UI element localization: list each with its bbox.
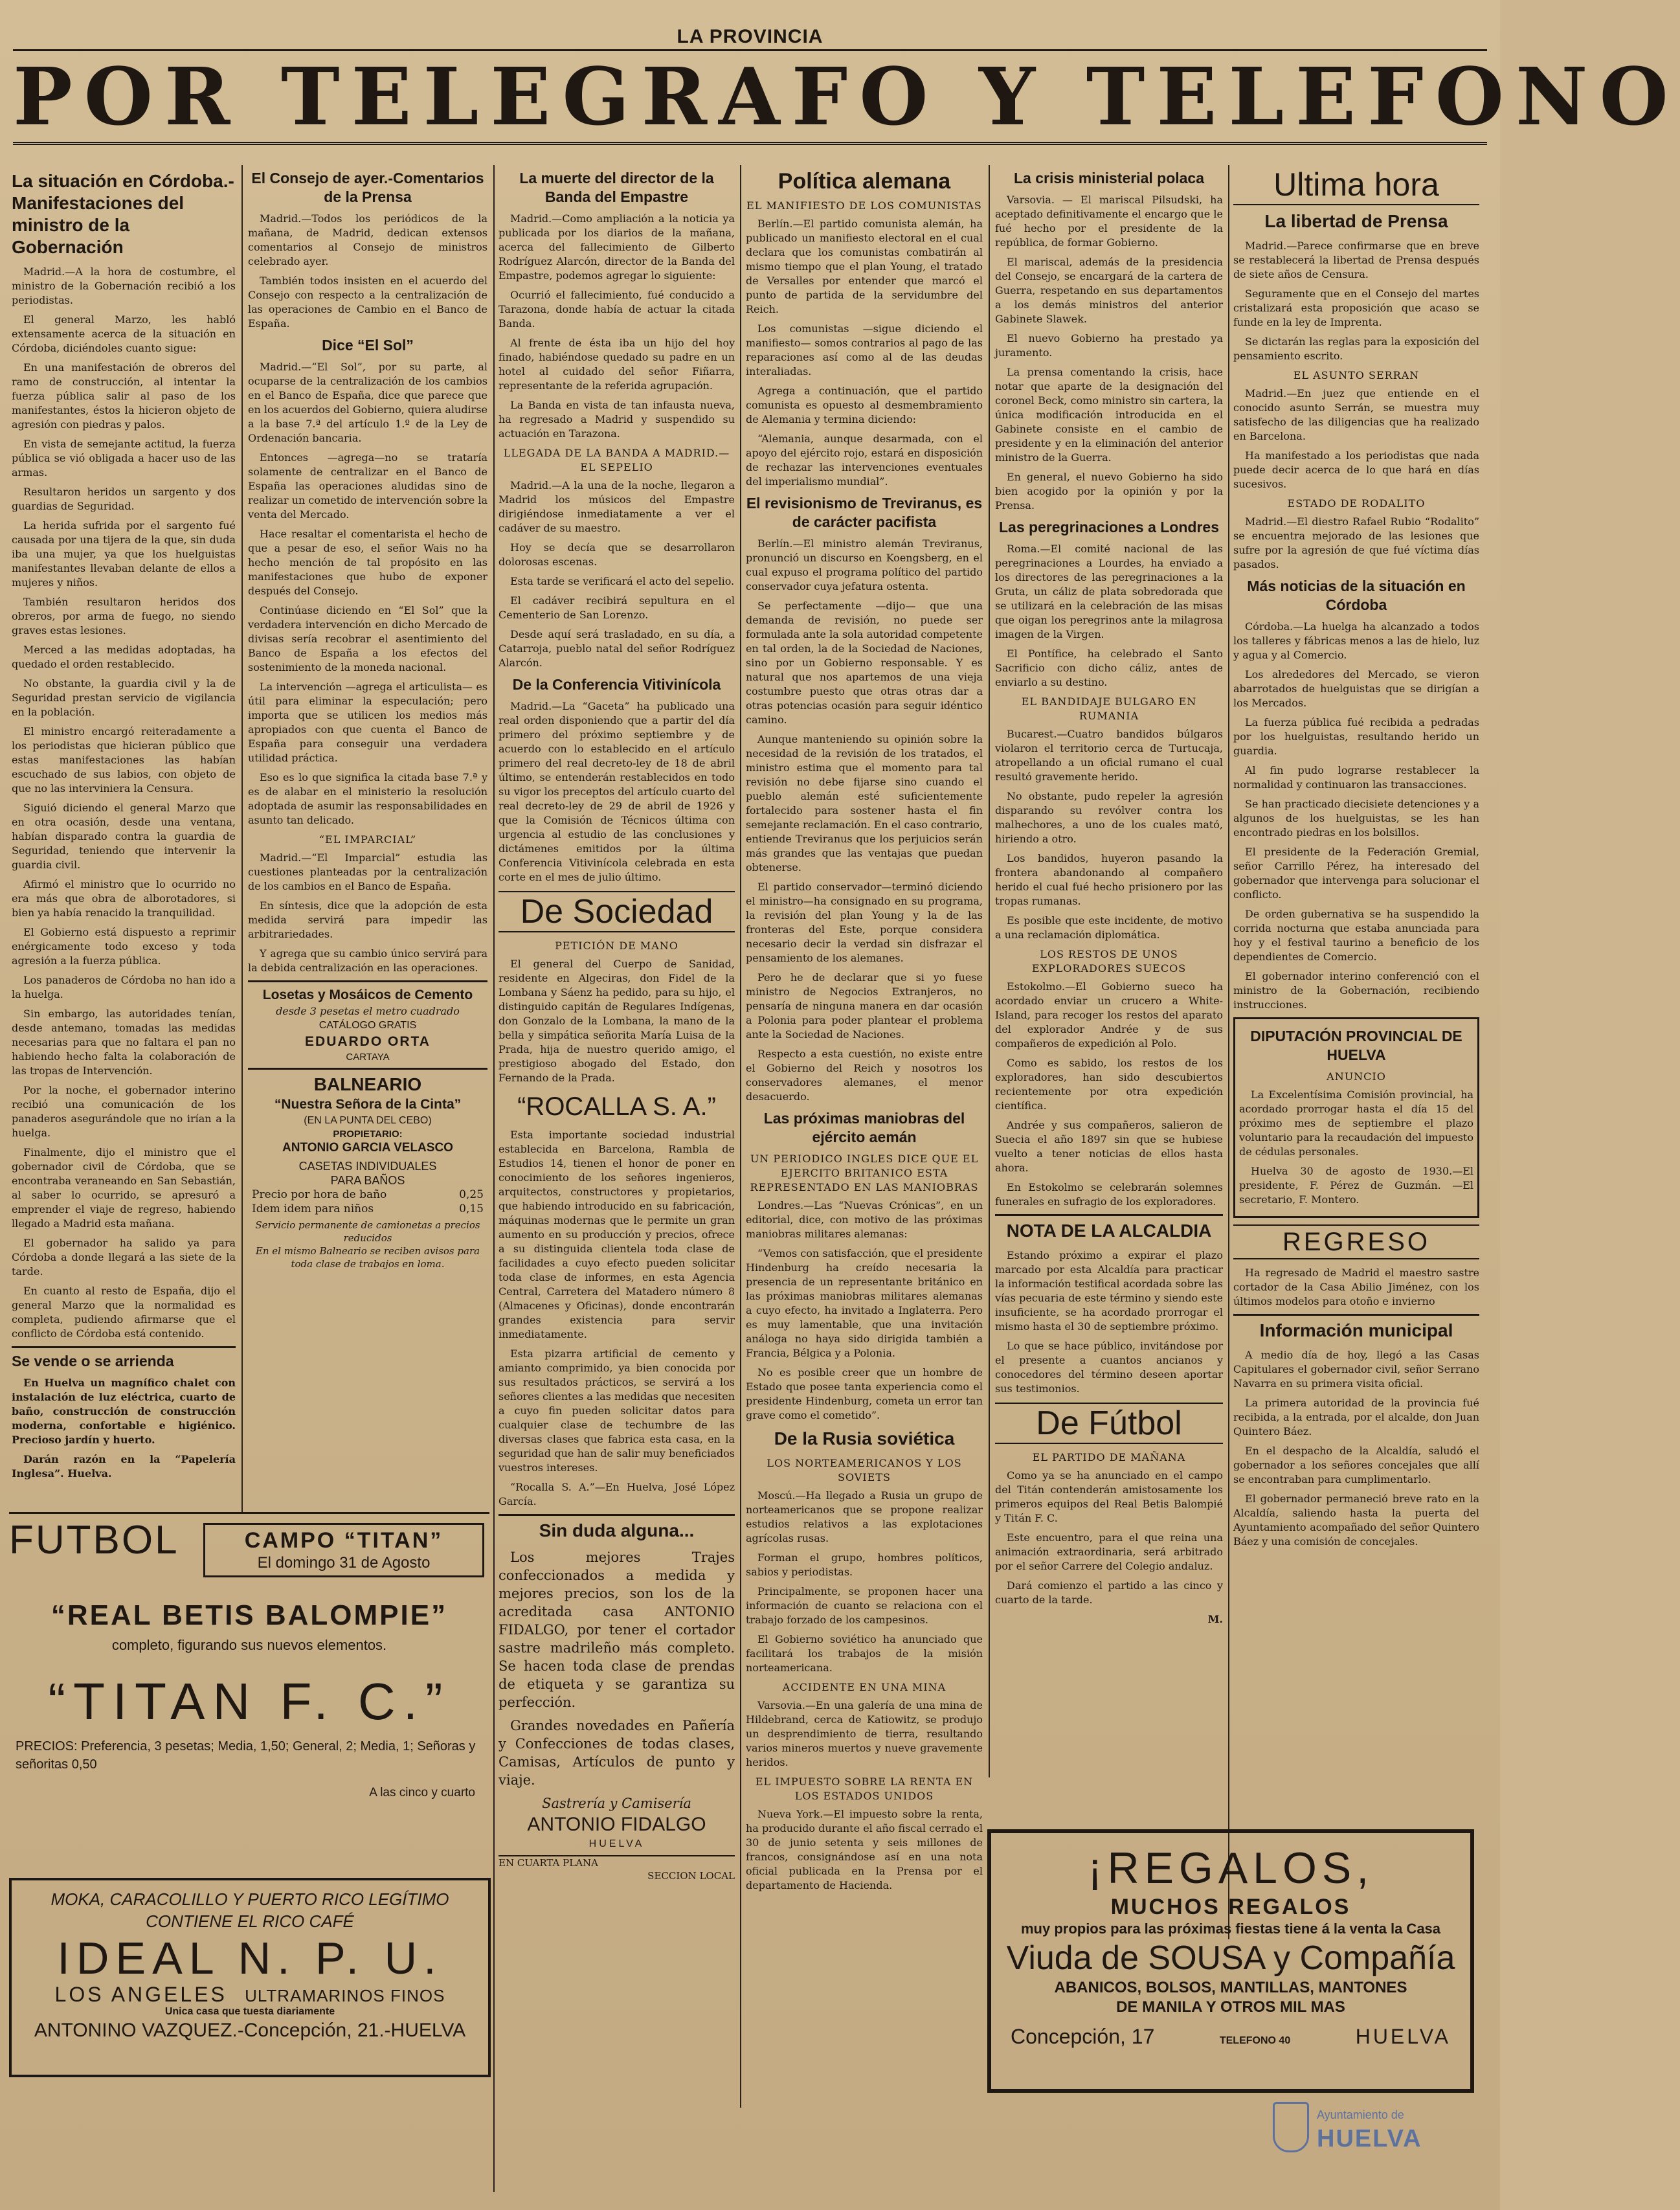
article-paragraph: No obstante, la guardia civil y la de Seguridad prestan servicio de vigilancia en la población. bbox=[12, 677, 236, 718]
ad-text: Concepción, 17 bbox=[1011, 2025, 1155, 2048]
ad-text: TELEFONO 40 bbox=[1219, 2035, 1291, 2046]
article-paragraph: Se han practicado diecisiete detenciones y a algunos de los huelguistas, se les han encontrado piedras en los bolsillos. bbox=[1233, 798, 1479, 839]
ad-name: ANTONIO FIDALGO bbox=[527, 1814, 706, 1835]
article-paragraph: El gobernador permaneció breve rato en la Alcaldía, saliendo hasta la puerta del Ayuntamiento acompañado del señor Quintero Báez y una comisión de concejales. bbox=[1233, 1493, 1479, 1548]
article-headline: Las próximas maniobras del ejército aemán bbox=[763, 1110, 965, 1145]
article-paragraph: Huelva 30 de agosto de 1930.—El presidente, F. Pérez de Guzmán. —El secretario, F. Montero. bbox=[1239, 1165, 1473, 1206]
price-label: Idem idem para niños bbox=[252, 1202, 374, 1215]
column-4 bbox=[746, 165, 983, 2108]
price-row bbox=[248, 1188, 487, 1202]
price-label: Precio por hora de baño bbox=[252, 1188, 387, 1201]
article-paragraph: Sin embargo, las autoridades tenían, desde antemano, tomadas las medidas necesarias para que no faltara el pan no habiendo hecho falta la colaboración de las tropas de Intervención. bbox=[12, 1008, 236, 1077]
article-paragraph: Varsovia.—En una galería de una mina de Hildebrand, cerca de Katiowitz, se produjo un desprendimiento de tierra, resultando varios mineros muertos y nueve gravemente heridos. bbox=[746, 1699, 983, 1768]
article-paragraph: La primera autoridad de la provincia fué recibida, a la entrada, por el alcalde, don Juan Quintero Báez. bbox=[1233, 1397, 1479, 1438]
article-paragraph: “Vemos con satisfacción, que el presidente Hindenburg ha creído necesaria la presencia de un representante británico en las próximas maniobras militares alemanas a cuyo efecto, ha invitado a Inglaterra. Pero es muy lamentable, que una invitación análoga no haya sido dirigida también a Francia, Bélgica y a Polonia. bbox=[746, 1247, 983, 1359]
article-paragraph: El partido conservador—terminó diciendo el ministro—ha consignado en su programa, la revisión del plan Young y la de las fronteras del Este, porque considera necesario decir la verdad sin disfrazar el pensamiento de los alemanes. bbox=[746, 881, 983, 964]
column-rule bbox=[740, 165, 741, 2108]
article-headline: De la Rusia soviética bbox=[774, 1428, 955, 1449]
section-headline: De Sociedad bbox=[498, 891, 735, 932]
ad-text: Servicio permanente de camionetas a precios reducidos bbox=[255, 1219, 480, 1244]
article-paragraph: Siguió diciendo el general Marzo que en otra ocasión, desde una ventana, habían disparado contra la guardia de Seguridad, teniendo que intervenir la guardia civil. bbox=[12, 802, 236, 871]
article-paragraph: Ha regresado de Madrid el maestro sastre cortador de la Casa Abilio Jiménez, con los últimos modelos para otoño e invierno bbox=[1233, 1267, 1479, 1307]
ad-name: “Nuestra Señora de la Cinta” bbox=[274, 1097, 462, 1112]
article-paragraph: Nueva York.—El impuesto sobre la renta, ha producido durante el año fiscal cerrado el 30 de junio setenta y seis millones de francos, consignándose así en una nota oficial publicada en la Prensa por el departamento de Hacienda. bbox=[746, 1808, 983, 1891]
article-headline: Las peregrinaciones a Londres bbox=[998, 519, 1219, 536]
article-paragraph: Los alrededores del Mercado, se vieron abarrotados de huelguistas que se dirigían a los Mercados. bbox=[1233, 668, 1479, 709]
ad-name: EDUARDO ORTA bbox=[305, 1034, 431, 1049]
ad-text: muy propios para las próximas fiestas tiene á la venta la Casa bbox=[1020, 1921, 1441, 1937]
article-paragraph: La fuerza pública fué recibida a pedradas por los huelguistas, resultando herido un guardia. bbox=[1233, 716, 1479, 757]
article-paragraph: El Gobierno está dispuesto a reprimir enérgicamente todo exceso y toda agresión a la fuerza pública. bbox=[12, 926, 236, 967]
balneario-ad bbox=[248, 1070, 487, 1270]
section-headline: De Fútbol bbox=[995, 1403, 1223, 1444]
article-paragraph: “Rocalla S. A.”—En Huelva, José López García. bbox=[498, 1481, 735, 1507]
ad-text: PARA BAÑOS bbox=[330, 1174, 405, 1187]
column-rule bbox=[241, 165, 243, 1512]
ad-text: En Huelva un magnífico chalet con instalación de luz eléctrica, cuarto de baño, construcción de construcción moderna, confortable e higiénico. Precioso jardín y huerto. bbox=[12, 1377, 236, 1446]
article-paragraph: “Alemania, aunque desarmada, con el apoyo del ejército rojo, estará en disposición de rechazar las intervenciones eventuales del imperialismo mundial”. bbox=[746, 433, 983, 488]
ad-text: CARTAYA bbox=[346, 1052, 390, 1063]
article-paragraph: Entonces —agrega—no se trataría solamente de centralizar en el Banco de España las operaciones aludidas sino de realizar un cometido de intervención sobre la venta del Mercado. bbox=[248, 451, 487, 521]
article-paragraph: Madrid.—“El Sol”, por su parte, al ocuparse de la centralización de los cambios en el Banco de España, dice que parece que en los acuerdos del Gobierno, quiera aludirse a la base 7.ª del artículo 1.º de la Ley de Ordenación bancaria. bbox=[248, 361, 487, 444]
price-row bbox=[248, 1202, 487, 1216]
shield-icon bbox=[1273, 2102, 1309, 2152]
article-paragraph: En cuanto al resto de España, dijo el general Marzo que la normalidad es completa, pudiendo afirmarse que el conflicto de Córdoba está contenido. bbox=[12, 1285, 236, 1340]
column-3 bbox=[498, 165, 735, 2198]
ad-footer bbox=[991, 2017, 1470, 2049]
section-headline: REGRESO bbox=[1233, 1224, 1479, 1259]
article-paragraph: El cadáver recibirá sepultura en el Cementerio de San Lorenzo. bbox=[498, 594, 735, 621]
article-paragraph: Respecto a esta cuestión, no existe entre el Gobierno del Reich y nosotros los conservadores alemanes, el menor desacuerdo. bbox=[746, 1048, 983, 1103]
ad-text: Darán razón en la “Papelería Inglesa”. Huelva. bbox=[12, 1453, 236, 1480]
article-paragraph: Afirmó el ministro que lo ocurrido no era más que obra de alborotadores, si bien ya había renacido la tranquilidad. bbox=[12, 878, 236, 919]
ad-name: ANTONIO GARCIA VELASCO bbox=[282, 1141, 453, 1155]
article-paragraph: Agrega a continuación, que el partido comunista es opuesto al desmembramiento de Alemania y termina diciendo: bbox=[746, 385, 983, 425]
article-paragraph: Madrid.—La “Gaceta” ha publicado una real orden disponiendo que a partir del día primero del próximo septiembre y de acuerdo con lo establecido en el artículo primero del real decreto-ley de 18 de abril último, se entenderán restablecidos en todo su vigor los preceptos del artículo cuarto del real decreto-ley de 29 de abril de 1926 y que la Comisión de Técnicos última con urgencia al estudio de las conclusiones y dictámenes emitidos por la última Conferencia Vitivinícola celebrada en esta corte en el mes de julio último. bbox=[498, 700, 735, 883]
ad-text: HUELVA bbox=[1355, 2025, 1451, 2048]
ad-text: El domingo 31 de Agosto bbox=[257, 1554, 431, 1572]
ad-text: CAMPO “TITAN” bbox=[244, 1528, 443, 1553]
article-paragraph: No obstante, pudo repeler la agresión disparando su revólver contra los malhechores, a uno de los cuales mató, hiriendo a otro. bbox=[995, 790, 1223, 845]
stamp-text: HUELVA bbox=[1317, 2125, 1422, 2152]
article-paragraph: Se dictarán las reglas para la exposición del pensamiento escrito. bbox=[1233, 335, 1479, 362]
article-headline: La situación en Córdoba.- Manifestaciones del ministro de la Gobernación bbox=[12, 171, 234, 257]
ad-headline: BALNEARIO bbox=[313, 1074, 422, 1094]
article-paragraph: Ocurrió el fallecimiento, fué conducido a Tarazona, donde había de actuar la citada Banda. bbox=[498, 289, 735, 330]
article-paragraph: Hace resaltar el comentarista el hecho de que a pesar de eso, el señor Wais no ha hecho mención de tal propósito en las manifestaciones que hubo de exponer después del Consejo. bbox=[248, 528, 487, 597]
article-paragraph: Madrid.—“El Imparcial” estudia las cuestiones planteadas por la centralización de los cambios en el Banco de España. bbox=[248, 851, 487, 892]
diputacion-notice bbox=[1233, 1017, 1479, 1218]
article-paragraph: Esta importante sociedad industrial establecida en Barcelona, Rambla de Estudios 14, tienen el honor de poner en conocimiento de los señores ingenieros, arquitectos, constructores y propietarios, que habiendo introducido en su fabricación, máquinas modernas que le permite un gran aumento en su producción y precios, ofrece a su distinguida clientela toda clase de facilidades a cuyo efecto pueden solicitar toda clase de informes, en esta Agencia Central, Carretera del Matadero número 8 (Almacenes y Oficinas), donde encontrarán grandes existencia para servir inmediatamente. bbox=[498, 1129, 735, 1340]
article-paragraph: Dará comienzo el partido a las cinco y cuarto de la tarde. bbox=[995, 1579, 1223, 1606]
article-paragraph: Este encuentro, para el que reina una animación extraordinaria, será arbitrado por el señor Carrere del Colegio andaluz. bbox=[995, 1531, 1223, 1572]
article-subhead: LOS NORTEAMERICANOS Y LOS SOVIETS bbox=[767, 1457, 962, 1483]
article-paragraph: No es posible creer que un hombre de Estado que posee tanta experiencia como el presidente Hindenburg, cometa un error tan grave como el cometido”. bbox=[746, 1366, 983, 1421]
article-paragraph: El general Marzo, les habló extensamente acerca de la situación en Córdoba, diciéndoles cuanto sigue: bbox=[12, 313, 236, 354]
article-paragraph: En una manifestación de obreros del ramo de construcción, al intentar la fuerza pública salir al paso de los manifestantes, éstos la hicieron objeto de agresión con piedras y palos. bbox=[12, 361, 236, 431]
article-paragraph: Finalmente, dijo el ministro que el gobernador civil de Córdoba, que se encontraba veraneando en San Sebastián, al saber lo ocurrido, se apresuró a emprender el viaje de regreso, habiendo llegado a Madrid esta mañana. bbox=[12, 1146, 236, 1230]
article-paragraph: Grandes novedades en Pañería y Confecciones de todas clases, Camisas, Artículos de punto y viaje. bbox=[498, 1718, 735, 1788]
footer-line: EN CUARTA PLANA bbox=[498, 1855, 735, 1869]
column-5 bbox=[995, 165, 1223, 1777]
article-headline: La muerte del director de la Banda del Empastre bbox=[519, 170, 714, 205]
column-6 bbox=[1233, 165, 1479, 1810]
article-paragraph: El Gobierno soviético ha anunciado que facilitará los trabajos de la misión norteamericana. bbox=[746, 1633, 983, 1674]
ad-text: HUELVA bbox=[588, 1838, 645, 1849]
paper-name: LA PROVINCIA bbox=[13, 26, 1487, 51]
article-headline: El revisionismo de Treviranus, es de carácter pacifista bbox=[746, 495, 983, 530]
article-paragraph: La herida sufrida por el sargento fué causada por una tijera de la que, sin duda iba una mujer, ya que los huelguistas manifestantes llevaban delante de ellos a mujeres y niños. bbox=[12, 519, 236, 589]
ideal-ad bbox=[9, 1878, 491, 2077]
article-paragraph: Eso es lo que significa la citada base 7.ª y es de alabar en el ministerio la resolución adoptada de asumir las responsabilidades en asunto tan delicado. bbox=[248, 771, 487, 826]
article-paragraph: Resultaron heridos un sargento y dos guardias de Seguridad. bbox=[12, 486, 236, 512]
article-paragraph: Andrée y sus compañeros, salieron de Suecia el año 1897 sin que se hubiese vuelto a tener noticias de ellos hasta ahora. bbox=[995, 1119, 1223, 1174]
article-paragraph: De orden gubernativa se ha suspendido la corrida nocturna que estaba anunciada para hoy y el festival taurino a beneficio de los dependientes de Comercio. bbox=[1233, 908, 1479, 963]
article-paragraph: La Excelentísima Comisión provincial, ha acordado prorrogar hasta el día 15 del próximo mes de septiembre el plazo voluntario para la recaudación del impuesto de cédulas personales. bbox=[1239, 1088, 1473, 1158]
article-paragraph: La prensa comentando la crisis, hace notar que aparte de la designación del coronel Beck, como ministro sin cartera, la única modificación introducida en el Gabinete consiste en el cambio de presidente y en la eliminación del anterior ministro de la Guerra. bbox=[995, 366, 1223, 464]
column-rule bbox=[493, 165, 495, 2192]
article-subhead: ANUNCIO bbox=[1327, 1070, 1386, 1083]
column-rule bbox=[989, 165, 990, 1777]
article-paragraph: A medio día de hoy, llegó a las Casas Capitulares el gobernador civil, señor Serrano Navarra en su primera visita oficial. bbox=[1233, 1349, 1479, 1390]
ad-text: A las cinco y cuarto bbox=[369, 1786, 475, 1799]
article-paragraph: Ha manifestado a los periodistas que nada puede decir acerca de lo que hará en días sucesivos. bbox=[1233, 449, 1479, 490]
article-paragraph: Hoy se decía que se desarrollaron dolorosas escenas. bbox=[498, 541, 735, 568]
article-paragraph: Esta tarde se verificará el acto del sepelio. bbox=[510, 575, 735, 587]
section-headline: Ultima hora bbox=[1233, 165, 1479, 205]
article-paragraph: Berlín.—El partido comunista alemán, ha publicado un manifiesto electoral en el cual declara que los comunistas combatirán al mismo tiempo que el plan Young, el tratado de Versalles por entender que marcó el punto de partida de la servidumbre del Reich. bbox=[746, 218, 983, 315]
ad-name: IDEAL N. P. U. bbox=[57, 1933, 443, 1983]
article-headline: NOTA DE LA ALCALDIA bbox=[995, 1214, 1223, 1242]
article-headline: Política alemana bbox=[778, 169, 951, 194]
archive-stamp bbox=[1266, 2090, 1473, 2181]
article-paragraph: Varsovia. — El mariscal Pilsudski, ha aceptado definitivamente el encargo que le fué hecho por el presidente de la república, de formar Gobierno. bbox=[995, 194, 1223, 249]
article-headline: DIPUTACIÓN PROVINCIAL DE HUELVA bbox=[1250, 1028, 1462, 1063]
article-subhead: UN PERIODICO INGLES DICE QUE EL EJERCITO BRITANICO ESTA REPRESENTADO EN LAS MANIOBRAS bbox=[750, 1153, 979, 1193]
article-paragraph: Moscú.—Ha llegado a Rusia un grupo de norteamericanos que se propone realizar estudios relativos a las explotaciones agrícolas rusas. bbox=[746, 1489, 983, 1544]
article-headline: Sin duda alguna... bbox=[498, 1514, 735, 1542]
masthead bbox=[13, 26, 1680, 145]
price-value: 0,15 bbox=[459, 1202, 484, 1215]
article-subhead: EL MANIFIESTO DE LOS COMUNISTAS bbox=[746, 199, 982, 212]
ad-line bbox=[12, 1984, 488, 2006]
article-signature: M. bbox=[1207, 1613, 1223, 1625]
article-paragraph: El gobernador interino conferenció con el ministro de la Gobernación, recibiendo instrucciones. bbox=[1233, 970, 1479, 1011]
ad-headline: Se vende o se arrienda bbox=[12, 1353, 174, 1370]
article-subhead: EL ASUNTO SERRAN bbox=[1293, 369, 1420, 381]
article-paragraph: Principalmente, se proponen hacer una información de cuanto se relaciona con el trabajo forzado de los campesinos. bbox=[746, 1585, 983, 1626]
article-paragraph: Pero he de declarar que si yo fuese ministro de Negocios Extranjeros, no pensaría de ninguna manera en dar ocasión a Polonia para poder plantear el problema ante la Sociedad de Naciones. bbox=[746, 971, 983, 1041]
ad-text: DE MANILA Y OTROS MIL MAS bbox=[1116, 1998, 1345, 2016]
article-headline: De la Conferencia Vitivinícola bbox=[512, 676, 721, 693]
article-paragraph: El ministro encargó reiteradamente a los periodistas que hicieran público que estas manifestaciones las habían escuchado de sus labios, con objeto de que no las interviniera la Censura. bbox=[12, 725, 236, 795]
losetas-ad bbox=[248, 980, 487, 1070]
article-paragraph: Desde aquí será trasladado, en su día, a Catarroja, pueblo natal del señor Rodríguez Alarcón. bbox=[498, 628, 735, 669]
ad-text: MOKA, CARACOLILLO Y PUERTO RICO LEGÍTIMO bbox=[50, 1889, 449, 1909]
article-paragraph: En vista de semejante actitud, la fuerza pública se vió obligada a hacer uso de las armas. bbox=[12, 438, 236, 479]
article-paragraph: En síntesis, dice que la adopción de esta medida servirá para impedir las arbitrariedades. bbox=[248, 899, 487, 940]
article-paragraph: Esta pizarra artificial de cemento y amianto comprimido, ya bien conocida por sus resultados prácticos, se servirá a los señores clientes a las medidas que necesiten a cuyo fin pueden solicitar datos para cualquier clase de techumbre de las diversas clases que fabrica esta casa, en la seguridad que han de salir muy beneficiados vuestros intereses. bbox=[498, 1347, 735, 1474]
article-paragraph: Madrid.—Todos los periódicos de la mañana, de Madrid, dedican extensos comentarios al Consejo de ministros celebrado ayer. bbox=[248, 212, 487, 267]
regalos-ad bbox=[987, 1829, 1474, 2093]
ad-headline: FUTBOL bbox=[9, 1518, 179, 1562]
article-paragraph: Forman el grupo, hombres políticos, sabios y periodistas. bbox=[746, 1551, 983, 1578]
article-paragraph: Al fin pudo lograrse restablecer la normalidad y continuaron las transacciones. bbox=[1233, 764, 1479, 791]
article-paragraph: Lo que se hace público, invitándose por el presente a cuantos ancianos y conocedores del término deseen aportar sus testimonios. bbox=[995, 1340, 1223, 1395]
article-headline: Más noticias de la situación en Córdoba bbox=[1247, 578, 1466, 613]
article-paragraph: Continúase diciendo en “El Sol” que la verdadera intervención en dicho Mercado de divisas sería recobrar el asentimiento del Banco de España a los efectos del sostenimiento de la moneda nacional. bbox=[248, 604, 487, 673]
article-subhead: EL IMPUESTO SOBRE LA RENTA EN LOS ESTADOS UNIDOS bbox=[755, 1776, 974, 1802]
article-headline: “ROCALLA S. A.” bbox=[517, 1092, 716, 1121]
article-paragraph: Se perfectamente —dijo— que una demanda de revisión, no puede ser formulada ante la sola autoridad competente en tal orden, la de la Sociedad de Naciones, sino por un Gobierno responsable. Y es natural que nos apartemos de una vieja costumbre puesto que otras otras dar a otras potencias ocasión para seguir idéntico camino. bbox=[746, 600, 983, 726]
article-paragraph: La intervención —agrega el articulista— es útil para eliminar la especulación; pero importa que se utilicen los medios más apropiados con que cuenta el Banco de España para conseguir una verdadera utilidad práctica. bbox=[248, 681, 487, 764]
article-paragraph: La Banda en vista de tan infausta nueva, ha regresado a Madrid y suspendido su actuación en Tarazona. bbox=[498, 399, 735, 440]
article-paragraph: Por la noche, el gobernador interino recibió una comunicación de los panaderos asegurándole que no irían a la huelga. bbox=[12, 1084, 236, 1139]
article-paragraph: En general, el nuevo Gobierno ha sido bien acogido por la opinión y por la Prensa. bbox=[995, 471, 1223, 512]
article-paragraph: El Pontífice, ha celebrado el Santo Sacrificio con dicho cáliz, antes de enviarlo a su destino. bbox=[995, 648, 1223, 688]
article-paragraph: Como ya se ha anunciado en el campo del Titán contenderán amistosamente los primeros equipos del Real Betis Balompié y Titán F. C. bbox=[995, 1469, 1223, 1524]
article-paragraph: Madrid.—A la hora de costumbre, el ministro de la Gobernación recibió a los periodistas. bbox=[12, 265, 236, 306]
footer-line: SECCION LOCAL bbox=[647, 1870, 735, 1882]
article-subhead: ACCIDENTE EN UNA MINA bbox=[782, 1681, 946, 1693]
article-paragraph: El general del Cuerpo de Sanidad, residente en Algeciras, don Fidel de la Lombana y Sáenz ha pedido, para su hijo, el distinguido capitán de Regulares Indígenas, don Gonzalo de la Lombana, la mano de la bella y simpática señorita María Luisa de la Prada, hija de nuestro querido amigo, el prestigioso abogado del Estado, don Fernando de la Prada. bbox=[498, 958, 735, 1084]
article-paragraph: Córdoba.—La huelga ha alcanzado a todos los talleres y fábricas menos a las de hielo, luz y agua y al Comercio. bbox=[1233, 620, 1479, 661]
article-subhead: EL BANDIDAJE BULGARO EN RUMANIA bbox=[1021, 695, 1197, 722]
column-1 bbox=[12, 165, 236, 1512]
article-paragraph: Al frente de ésta iba un hijo del hoy finado, habiéndose quedado su padre en un hotel al cuidado del señor Fiñarra, representante de la referida agrupación. bbox=[498, 337, 735, 392]
column-rule bbox=[1228, 165, 1229, 1939]
article-paragraph: Estokolmo.—El Gobierno sueco ha acordado enviar un crucero a White-Island, para recoger los restos del aparato del explorador Andrée y de sus compañeros de expedición al Polo. bbox=[995, 980, 1223, 1050]
article-paragraph: Madrid.—Como ampliación a la noticia ya publicada por los diarios de la mañana, acerca del fallecimiento de Gilberto Rodríguez Alarcón, director de la Banda del Empastre, podemos agregar lo siguiente: bbox=[498, 212, 735, 282]
ad-text: Sastrería y Camisería bbox=[542, 1796, 691, 1811]
ad-headline: Losetas y Mosáicos de Cemento bbox=[262, 987, 473, 1002]
article-paragraph: Roma.—El comité nacional de las peregrinaciones a Lourdes, ha enviado a los directores de las peregrinaciones a la Gruta, un cáliz de plata sobredorada que se utilizará en la celebración de las misas que oigan los peregrinos ante la milagrosa imagen de la Virgen. bbox=[995, 543, 1223, 640]
article-paragraph: Londres.—Las “Nuevas Crónicas”, en un editorial, dice, con motivo de las próximas maniobras militares alemanas: bbox=[746, 1199, 983, 1240]
team-name: “TITAN F. C.” bbox=[48, 1673, 451, 1730]
article-paragraph: Seguramente que en el Consejo del martes cristalizará esta proposición que acaso se funde en la ley de Imprenta. bbox=[1233, 288, 1479, 328]
article-paragraph: Madrid.—A la una de la noche, llegaron a Madrid los músicos del Empastre dirigiéndose inmediatamente a ver el cadáver de su maestro. bbox=[498, 479, 735, 534]
ad-headline: ¡REGALOS, bbox=[1087, 1844, 1374, 1893]
article-paragraph: Los bandidos, huyeron pasando la frontera abandonando al compañero herido el cual fué hecho prisionero por las tropas rumanas. bbox=[995, 852, 1223, 907]
ad-text: CASETAS INDIVIDUALES bbox=[298, 1160, 437, 1173]
article-subhead: PETICIÓN DE MANO bbox=[555, 940, 678, 952]
article-paragraph: Madrid.—El diestro Rafael Rubio “Rodalito” se encuentra mejorado de las lesiones que sufre por la agresión de que fué víctima días pasados. bbox=[1233, 515, 1479, 570]
article-paragraph: En el despacho de la Alcaldía, saludó el gobernador a los señores concejales que allí se encontraban para cumplimentarlo. bbox=[1233, 1445, 1479, 1485]
article-paragraph: Merced a las medidas adoptadas, ha quedado el orden restablecido. bbox=[12, 644, 236, 670]
article-paragraph: Aunque manteniendo su opinión sobre la necesidad de la revisión de los tratados, el ministro estima que el momento para tal revisión no debe fijarse sino cuando el pueblo alemán esté suficientemente fortalecido para sostener hasta el fin semejante reclamación. En el caso contrario, entiende Treviranus que los perjuicios serán más grandes que las ventajas que puedan obtenerse. bbox=[746, 733, 983, 874]
campo-box bbox=[203, 1523, 484, 1577]
article-paragraph: Madrid.—Parece confirmarse que en breve se restablecerá la libertad de Prensa después de siete años de Censura. bbox=[1233, 240, 1479, 280]
ad-text: completo, figurando sus nuevos elementos. bbox=[111, 1637, 387, 1653]
article-headline: Dice “El Sol” bbox=[322, 337, 414, 354]
article-paragraph: El presidente de la Federación Gremial, señor Carrillo Pérez, ha interesado del gobernador que intervenga para solucionar el conflicto. bbox=[1233, 846, 1479, 901]
futbol-ad bbox=[9, 1512, 489, 1873]
article-subhead: LOS RESTOS DE UNOS EXPLORADORES SUECOS bbox=[1031, 948, 1187, 975]
ad-text: MUCHOS REGALOS bbox=[1110, 1895, 1351, 1919]
article-paragraph: Como es sabido, los restos de los exploradores, han sido descubiertos recientemente por otra expedición científica. bbox=[995, 1057, 1223, 1112]
column-2 bbox=[248, 165, 487, 1509]
article-paragraph: También resultaron heridos dos obreros, por arma de fuego, no siendo graves estas lesiones. bbox=[12, 596, 236, 637]
article-subhead: EL PARTIDO DE MAÑANA bbox=[1032, 1451, 1186, 1463]
article-paragraph: El gobernador ha salido ya para Córdoba a donde llegará a las siete de la tarde. bbox=[12, 1237, 236, 1278]
article-subhead: LLEGADA DE LA BANDA A MADRID.—EL SEPELIO bbox=[503, 447, 730, 473]
article-headline: La libertad de Prensa bbox=[1264, 211, 1448, 231]
ad-text: En el mismo Balneario se reciben avisos para toda clase de trabajos en loma. bbox=[255, 1245, 480, 1270]
ad-text: desde 3 pesetas el metro cuadrado bbox=[276, 1005, 460, 1017]
article-paragraph: Bucarest.—Cuatro bandidos búlgaros violaron el territorio cerca de Turtucaja, atropellando a un oficial rumano el cual resultó gravemente herido. bbox=[995, 728, 1223, 783]
ad-text: Unica casa que tuesta diariamente bbox=[164, 2006, 335, 2017]
ad-text: (EN LA PUNTA DEL CEBO) bbox=[304, 1115, 432, 1126]
article-paragraph: También todos insisten en el acuerdo del Consejo con respecto a la centralización de las operaciones de Cambio en el Banco de España. bbox=[248, 275, 487, 330]
article-subhead: “EL IMPARCIAL” bbox=[319, 833, 417, 846]
ad-text: PROPIETARIO: bbox=[333, 1129, 403, 1140]
article-paragraph: Estando próximo a expirar el plazo marcado por esta Alcaldía para practicar la información testifical acordada sobre las vías pecuaria de este término y siendo este insuficiente, se ha acordado prorrogar el mismo hasta el 30 de septiembre próximo. bbox=[995, 1249, 1223, 1333]
article-subhead: ESTADO DE RODALITO bbox=[1287, 497, 1426, 510]
vende-ad bbox=[12, 1346, 236, 1481]
ad-text: PRECIOS: Preferencia, 3 pesetas; Media, 1,50; General, 2; Media, 1; Señoras y señoritas 0,50 bbox=[16, 1739, 476, 1772]
article-paragraph: Y agrega que su cambio único servirá para la debida centralización en las operaciones. bbox=[248, 947, 487, 974]
article-paragraph: El nuevo Gobierno ha prestado ya juramento. bbox=[995, 332, 1223, 359]
ad-name: Viuda de SOUSA y Compañía bbox=[1006, 1939, 1455, 1977]
article-headline: Información municipal bbox=[1233, 1314, 1479, 1342]
ad-text: CONTIENE EL RICO CAFÉ bbox=[146, 1911, 354, 1931]
ad-text: ABANICOS, BOLSOS, MANTILLAS, MANTONES bbox=[1054, 1979, 1407, 1996]
article-headline: La crisis ministerial polaca bbox=[1013, 170, 1205, 186]
price-value: 0,25 bbox=[459, 1188, 484, 1201]
article-paragraph: Madrid.—En juez que entiende en el conocido asunto Serrán, se muestra muy satisfecho de las diligencias que ha realizado en Barcelona. bbox=[1233, 387, 1479, 442]
article-paragraph: En Estokolmo se celebrarán solemnes funerales en sufragio de los exploradores. bbox=[995, 1181, 1223, 1208]
article-paragraph: Los comunistas —sigue diciendo el manifiesto— somos contrarios al pago de las reparaciones así como al de las deudas interaliadas. bbox=[746, 322, 983, 378]
ad-text: ANTONINO VAZQUEZ.-Concepción, 21.-HUELVA bbox=[34, 2020, 466, 2041]
team-name: “REAL BETIS BALOMPIE” bbox=[50, 1599, 448, 1631]
article-paragraph: Los panaderos de Córdoba no han ido a la huelga. bbox=[12, 974, 236, 1000]
article-headline: El Consejo de ayer.-Comentarios de la Prensa bbox=[251, 170, 484, 205]
ad-text: CATÁLOGO GRATIS bbox=[319, 1020, 417, 1031]
article-paragraph: Berlín.—El ministro alemán Treviranus, pronunció un discurso en Koengsberg, en el cual expuso el programa político del partido conservador cuya jefatura ostenta. bbox=[746, 537, 983, 592]
ad-text: LOS ANGELES bbox=[54, 1983, 227, 2006]
section-title: POR TELEGRAFO Y TELEFONO bbox=[13, 51, 1487, 145]
article-paragraph: Los mejores Trajes confeccionados a medida y mejores precios, son los de la acreditada casa ANTONIO FIDALGO, por tener el cortador sastre madrileño más completo. Se hacen toda clase de prendas de etiqueta y se garantiza su perfección. bbox=[498, 1550, 735, 1710]
article-paragraph: Es posible que este incidente, de motivo a una reclamación diplomática. bbox=[995, 914, 1223, 941]
stamp-text: Ayuntamiento de bbox=[1317, 2108, 1404, 2121]
ad-text: ULTRAMARINOS FINOS bbox=[245, 1986, 445, 2005]
article-paragraph: El mariscal, además de la presidencia del Consejo, se encargará de la cartera de Guerra, respetando en sus departamentos a los demás ministros del anterior Gabinete Slawek. bbox=[995, 256, 1223, 325]
